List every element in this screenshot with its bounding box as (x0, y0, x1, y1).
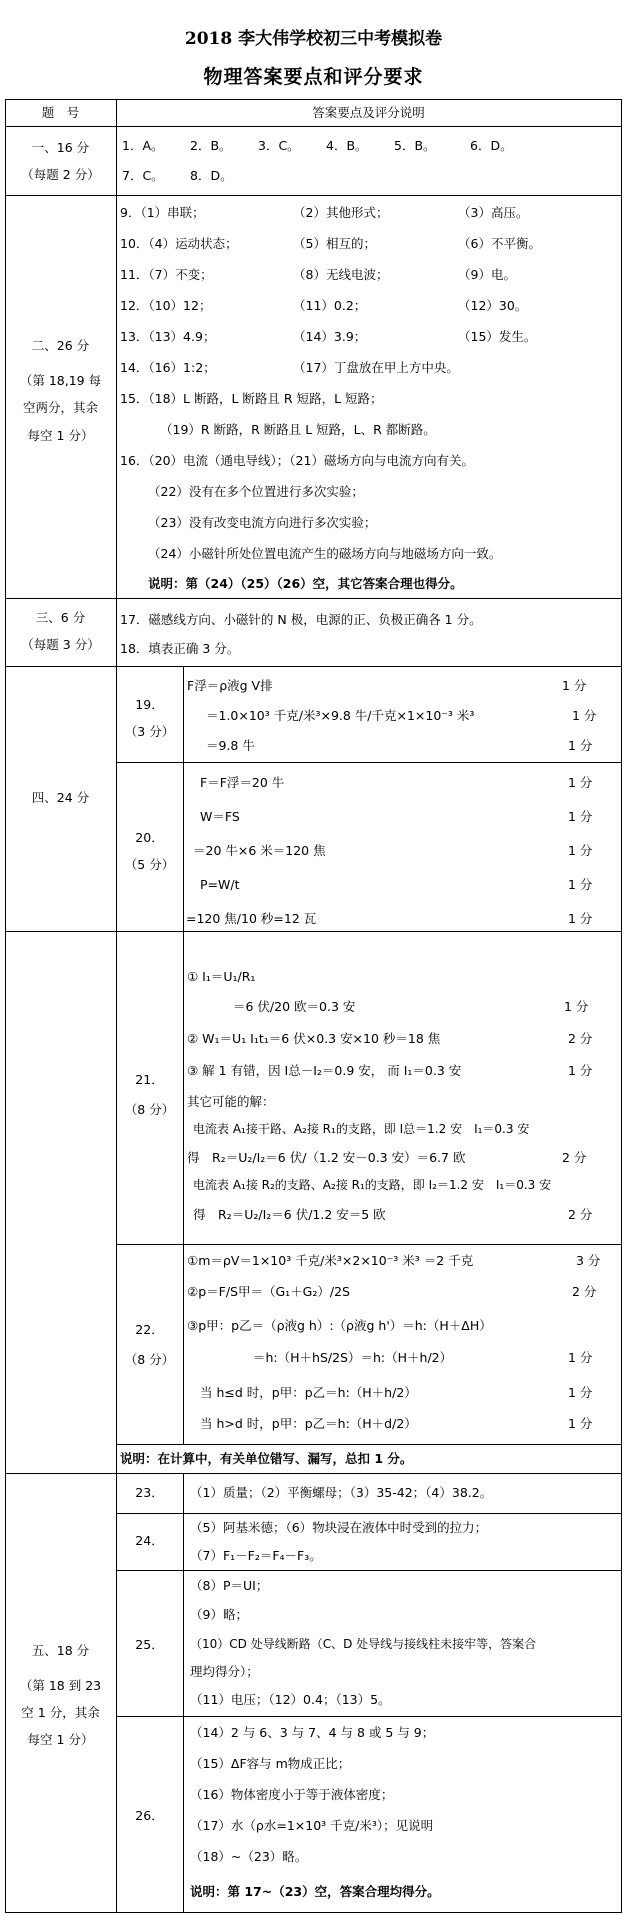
q19-points-3: 1 分 (568, 738, 593, 753)
q21-line2: ＝6 伏/20 欧＝0.3 安 (233, 999, 356, 1014)
calculation-note: 说明：在计算中，有关单位错写、漏写，总扣 1 分。 (120, 1451, 413, 1466)
q20-line1: F＝F浮＝20 牛 (200, 775, 285, 790)
q20-number: 20． (135, 830, 164, 845)
q26-line4: （17）水（ρ水=1×10³ 千克/米³）；见说明 (190, 1818, 434, 1833)
q12-col2: （11）0.2； (293, 298, 367, 313)
q24-number: 24． (135, 1533, 164, 1548)
page-title: 2018 李大伟学校初三中考模拟卷 (184, 29, 443, 49)
q21-points-9: 2 分 (568, 1207, 593, 1222)
q26-line3: （16）物体密度小于等于液体密度； (190, 1787, 394, 1802)
q23-number: 23． (135, 1485, 164, 1500)
header-answer-points: 答案要点及评分说明 (312, 105, 425, 120)
q22-line2: ②p＝F/S甲＝（G₁＋G₂）/2S (187, 1284, 350, 1299)
q16-line4: （24）小磁针所处位置电流产生的磁场方向与地磁场方向一致。 (148, 546, 502, 561)
q21-line1: ① I₁＝U₁/R₁ (187, 969, 256, 984)
q20-points-3: 1 分 (568, 843, 593, 858)
q10-col2: （5）相互的； (293, 236, 376, 251)
q21-points-2: 1 分 (564, 999, 589, 1014)
q21-line5: 其它可能的解： (187, 1094, 275, 1109)
q25-line2: （9）略； (190, 1607, 248, 1622)
answer-7: 7．C。 (122, 168, 164, 183)
q22-points-4: 1 分 (568, 1350, 593, 1365)
q16-line3: （23）没有改变电流方向进行多次实验； (148, 515, 377, 530)
q19-points-2: 1 分 (572, 708, 597, 723)
q19-line1: F浮＝ρ液g V排 (187, 678, 273, 693)
q22-line5: 当 h≤d 时，p甲：p乙＝h:（H＋h/2） (200, 1385, 417, 1400)
section-4-label: 四、24 分 (31, 790, 90, 805)
q20-points-5: 1 分 (568, 911, 593, 926)
q26-line1: （14）2 与 6、3 与 7、4 与 8 或 5 与 9； (190, 1725, 435, 1740)
q21-line4: ③ 解 1 有错，因 I总－I₂＝0.9 安， 而 I₁＝0.3 安 (187, 1063, 462, 1078)
q21-number: 21． (135, 1072, 164, 1087)
q11-col2: （8）无线电波； (293, 267, 389, 282)
q9-col2: （2）其他形式； (293, 205, 389, 220)
q22-score: （8 分） (124, 1352, 175, 1367)
q20-line2: W＝FS (200, 809, 240, 824)
q13-col3: （15）发生。 (458, 329, 537, 344)
q11-col3: （9）电。 (458, 267, 516, 282)
q19-line2: ＝1.0×10³ 千克/米³×9.8 牛/千克×1×10⁻³ 米³ (206, 708, 475, 723)
section-2-note: 说明：第（24）（25）（26）空，其它答案合理也得分。 (148, 576, 463, 591)
section-2-label: 二、26 分 (31, 338, 90, 353)
answer-6: 6．D。 (470, 138, 513, 153)
answer-8: 8．D。 (190, 168, 233, 183)
q22-points-5: 1 分 (568, 1385, 593, 1400)
header-question-number: 题 号 (41, 105, 80, 120)
q12-col1: 12．（10）12； (120, 298, 212, 313)
answer-3: 3．C。 (258, 138, 300, 153)
q12-col3: （12）30。 (458, 298, 528, 313)
q25-line5: （11）电压；（12）0.4；（13）5。 (190, 1692, 391, 1707)
q22-points-6: 1 分 (568, 1416, 593, 1431)
section-1-scoring: （每题 2 分） (21, 167, 100, 182)
section-5-scoring-2: 空 1 分，其余 (21, 1705, 100, 1720)
q18-answer: 18．填表正确 3 分。 (120, 641, 240, 656)
q20-line4: P=W/t (200, 877, 240, 892)
q26-number: 26． (135, 1808, 164, 1823)
q22-line3: ③p甲：p乙＝（ρ液g h）:（ρ液g h'）＝h:（H＋ΔH） (187, 1318, 492, 1333)
q21-points-3: 2 分 (568, 1031, 593, 1046)
q21-line7: 得 R₂＝U₂/I₂＝6 伏/（1.2 安－0.3 安）＝6.7 欧 (187, 1150, 466, 1165)
q22-line4: ＝h:（H＋hS/2S）＝h:（H＋h/2） (253, 1350, 453, 1365)
q17-answer: 17．磁感线方向、小磁针的 N 极，电源的正、负极正确各 1 分。 (120, 612, 482, 627)
section-5-note: 说明：第 17~（23）空，答案合理均得分。 (190, 1884, 440, 1899)
q22-points-1: 3 分 (576, 1253, 601, 1268)
answer-1: 1．A。 (122, 138, 164, 153)
q24-line2: （7）F₁－F₂＝F₄－F₃。 (190, 1548, 322, 1563)
q16-line2: （22）没有在多个位置进行多次实验； (148, 484, 364, 499)
section-1-label: 一、16 分 (31, 140, 90, 155)
section-3-scoring: （每题 3 分） (21, 637, 100, 652)
q21-line9: 得 R₂＝U₂/I₂＝6 伏/1.2 安＝5 欧 (193, 1207, 386, 1222)
q13-col1: 13．（13）4.9； (120, 329, 216, 344)
section-2-scoring-3: 每空 1 分） (27, 428, 94, 443)
q20-points-1: 1 分 (568, 775, 593, 790)
q10-col1: 10．（4）运动状态； (120, 236, 238, 251)
q19-score: （3 分） (124, 724, 175, 739)
page-subtitle: 物理答案要点和评分要求 (203, 66, 424, 88)
q9-col1: 9．（1）串联； (120, 205, 205, 220)
q21-line8: 电流表 A₁接 R₂的支路、A₂接 R₁的支路，即 I₂＝1.2 安 I₁＝0.3 安 (193, 1178, 552, 1192)
q14-col1: 14．（16）1:2； (120, 360, 216, 375)
q22-points-2: 2 分 (572, 1284, 597, 1299)
section-5-label: 五、18 分 (31, 1643, 90, 1658)
q19-number: 19． (135, 697, 164, 712)
q15-line2: （19）R 断路，R 断路且 L 短路，L、R 都断路。 (160, 422, 436, 437)
answer-2: 2．B。 (190, 138, 232, 153)
q10-col3: （6）不平衡。 (458, 236, 541, 251)
section-2-scoring-2: 空两分，其余 (22, 400, 98, 415)
q20-points-2: 1 分 (568, 809, 593, 824)
q22-line6: 当 h>d 时，p甲：p乙＝h:（H＋d/2） (200, 1416, 417, 1431)
q21-line3: ② W₁＝U₁ I₁t₁＝6 伏×0.3 安×10 秒＝18 焦 (187, 1031, 441, 1046)
q20-line5: =120 焦/10 秒=12 瓦 (186, 911, 317, 926)
q20-score: （5 分） (124, 857, 175, 872)
q19-line3: ＝9.8 牛 (206, 738, 255, 753)
q9-col3: （3）高压。 (458, 205, 529, 220)
q20-line3: ＝20 牛×6 米＝120 焦 (193, 843, 326, 858)
q26-line2: （15）ΔF容与 m物成正比； (190, 1756, 351, 1771)
q26-line5: （18）~（23）略。 (190, 1849, 308, 1864)
q23-line1: （1）质量；（2）平衡螺母；（3）35-42；（4）38.2。 (190, 1485, 493, 1500)
q25-line4: 理均得分）； (190, 1664, 259, 1679)
q21-score: （8 分） (124, 1102, 175, 1117)
q25-line3: （10）CD 处导线断路（C、D 处导线与接线柱未接牢等，答案合 (190, 1637, 537, 1651)
answer-4: 4．B。 (326, 138, 368, 153)
q22-number: 22． (135, 1322, 164, 1337)
q22-line1: ①m＝ρV＝1×10³ 千克/米³×2×10⁻³ 米³ ＝2 千克 (187, 1253, 474, 1268)
q19-points-1: 1 分 (562, 678, 587, 693)
answer-5: 5．B。 (394, 138, 436, 153)
q21-points-4: 1 分 (568, 1063, 593, 1078)
section-2-scoring-1: （第 18,19 每 (19, 373, 102, 388)
q25-line1: （8）P＝UI； (190, 1578, 269, 1593)
q16-line1: 16．（20）电流（通电导线）；（21）磁场方向与电流方向有关。 (120, 453, 474, 468)
q11-col1: 11．（7）不变； (120, 267, 213, 282)
q15-line1: 15．（18）L 断路，L 断路且 R 短路，L 短路； (120, 391, 383, 406)
q24-line1: （5）阿基米德；（6）物块浸在液体中时受到的拉力； (190, 1520, 488, 1535)
q21-points-7: 2 分 (562, 1150, 587, 1165)
q25-number: 25． (135, 1637, 164, 1652)
q14-col2: （17）丁盘放在甲上方中央。 (293, 360, 459, 375)
section-5-scoring-1: （第 18 到 23 (19, 1678, 102, 1693)
q20-points-4: 1 分 (568, 877, 593, 892)
section-3-label: 三、6 分 (35, 610, 86, 625)
q21-line6: 电流表 A₁接干路、A₂接 R₁的支路，即 I总＝1.2 安 I₁＝0.3 安 (193, 1122, 530, 1136)
section-5-scoring-3: 每空 1 分） (27, 1732, 94, 1747)
q13-col2: （14）3.9； (293, 329, 367, 344)
